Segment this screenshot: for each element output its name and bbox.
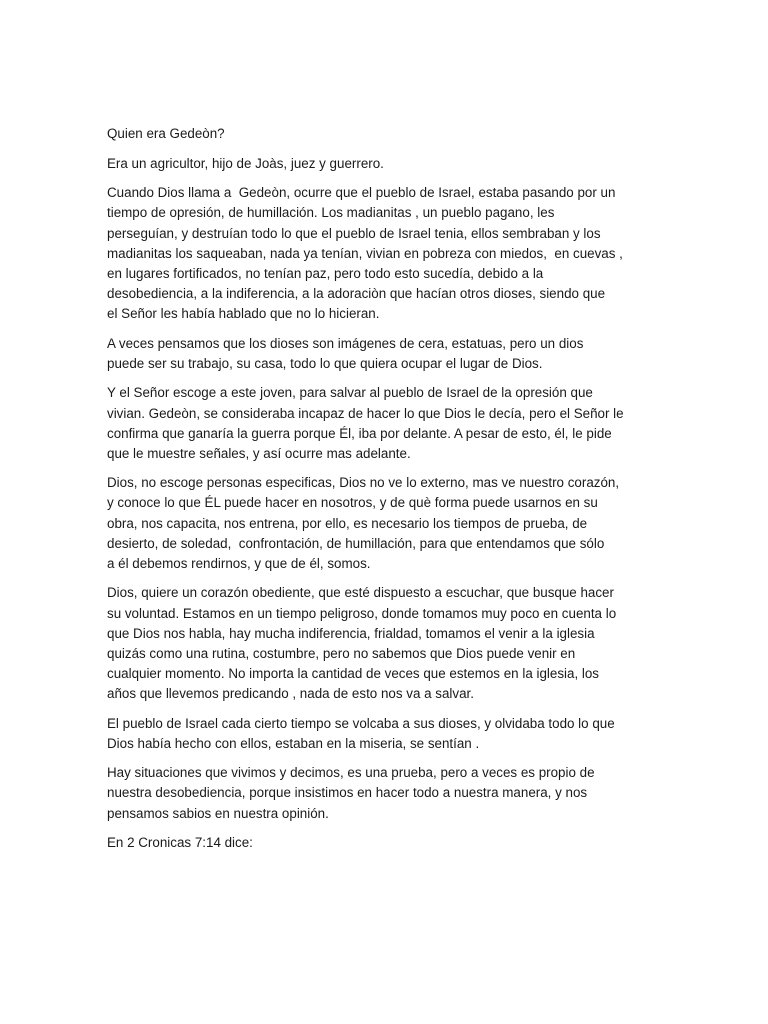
text-line: años que llevemos predicando , nada de esto nos va a salvar. [107,685,474,701]
text-line: Dios había hecho con ellos, estaban en la miseria, se sentían . [107,735,480,751]
heading-question [107,124,667,144]
document-body [107,124,667,863]
paragraph-israel [107,714,667,754]
paragraph-idols [107,334,667,374]
text-line: Era un agricultor, hijo de Joàs, juez y guerrero. [107,155,384,171]
text-line: que le muestre señales, y así ocurre mas adelante. [107,445,411,461]
text-line: el Señor les había hablado que no lo hicieran. [107,305,380,321]
text-line: Dios, quiere un corazón obediente, que esté dispuesto a escuchar, que busque hacer [107,585,614,601]
text-line: pensamos sabios en nuestra opinión. [107,805,329,821]
paragraph-calling [107,383,667,463]
paragraph-intro [107,154,667,174]
text-line: A veces pensamos que los dioses son imágenes de cera, estatuas, pero un dios [107,335,584,351]
text-line: quizás como una rutina, costumbre, pero no sabemos que Dios puede venir en [107,645,576,661]
text-line: Hay situaciones que vivimos y decimos, es una prueba, pero a veces es propio de [107,765,595,781]
paragraph-heart [107,473,667,573]
paragraph-scripture-ref [107,833,667,853]
text-line: obra, nos capacita, nos entrena, por ello, es necesario los tiempos de prueba, de [107,515,588,531]
text-line: tiempo de opresión, de humillación. Los madianitas , un pueblo pagano, les [107,205,555,221]
paragraph-trials [107,763,667,823]
text-line: cualquier momento. No importa la cantidad de veces que estemos en la iglesia, los [107,665,600,681]
text-line: y conoce lo que ÉL puede hacer en nosotros, y de què forma puede usarnos en su [107,495,598,511]
text-line: El pueblo de Israel cada cierto tiempo se volcaba a sus dioses, y olvidaba todo lo que [107,715,615,731]
text-line: desobediencia, a la indiferencia, a la adoraciòn que hacían otros dioses, siendo que [107,285,606,301]
text-line: en lugares fortificados, no tenían paz, pero todo esto sucedía, debido a la [107,265,544,281]
text-line: Cuando Dios llama a Gedeòn, ocurre que el pueblo de Israel, estaba pasando por un [107,185,616,201]
text-line: vivian. Gedeòn, se consideraba incapaz de hacer lo que Dios le decía, pero el Señor le [107,405,624,421]
text-line: En 2 Cronicas 7:14 dice: [107,835,253,851]
text-line: nuestra desobediencia, porque insistimos en hacer todo a nuestra manera, y nos [107,785,588,801]
text-line: madianitas los saqueaban, nada ya tenían, vivian en pobreza con miedos, en cuevas , [107,245,623,261]
text-line: que Dios nos habla, hay mucha indiferencia, frialdad, tomamos el venir a la iglesia [107,625,595,641]
text-line: confirma que ganaría la guerra porque Él, iba por delante. A pesar de esto, él, le pide [107,425,612,441]
text-line: perseguían, y destruían todo lo que el pueblo de Israel tenia, ellos sembraban y los [107,225,601,241]
text-line: desierto, de soledad, confrontación, de humillación, para que entendamos que sólo [107,535,605,551]
text-line: Quien era Gedeòn? [107,126,225,141]
paragraph-context [107,183,667,324]
text-line: Y el Señor escoge a este joven, para salvar al pueblo de Israel de la opresión que [107,385,593,401]
text-line: su voluntad. Estamos en un tiempo peligroso, donde tomamos muy poco en cuenta lo [107,605,617,621]
paragraph-obedience [107,583,667,704]
text-line: puede ser su trabajo, su casa, todo lo que quiera ocupar el lugar de Dios. [107,355,543,371]
text-line: Dios, no escoge personas especificas, Dios no ve lo externo, mas ve nuestro corazón, [107,475,620,491]
text-line: a él debemos rendirnos, y que de él, somos. [107,555,371,571]
